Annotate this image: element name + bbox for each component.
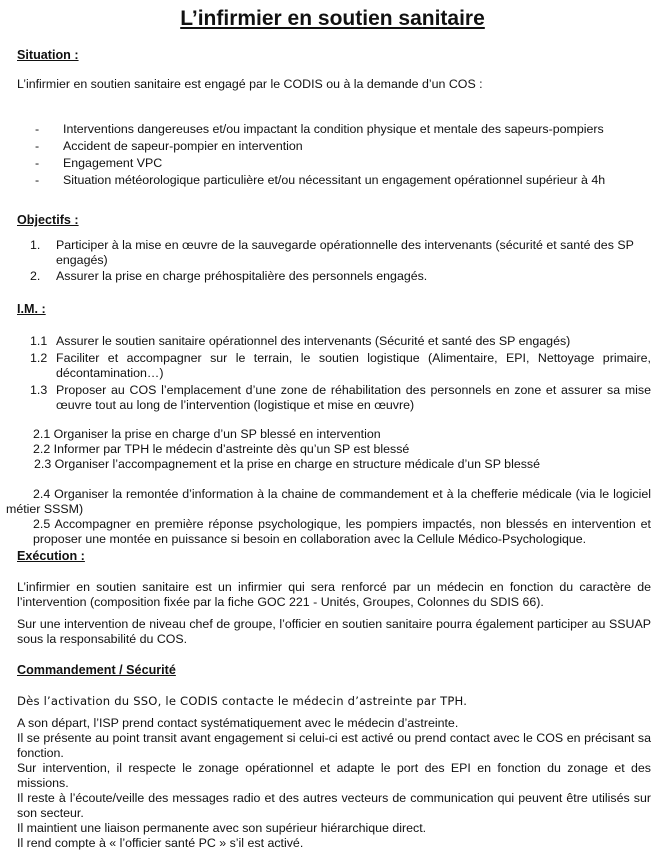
bullet-marker: - bbox=[35, 139, 40, 153]
bullet-marker: - bbox=[35, 122, 40, 136]
im-heading: I.M. : bbox=[17, 302, 46, 316]
bullet-marker: - bbox=[35, 156, 40, 170]
list-item: 1.1 Assurer le soutien sanitaire opérationnel des intervenants (Sécurité et santé des SP engagés) bbox=[30, 334, 571, 348]
commandement-lines bbox=[17, 716, 651, 851]
text-line: Il rend compte à « l’officier santé PC » s’il est activé. bbox=[17, 836, 304, 850]
im-list-2 bbox=[0, 427, 651, 547]
list-item: - Accident de sapeur-pompier en intervention bbox=[35, 139, 303, 153]
text-line: Il maintient une liaison permanente avec son supérieur hiérarchique direct. bbox=[17, 821, 427, 835]
situation-intro: L’infirmier en soutien sanitaire est engagé par le CODIS ou à la demande d’un COS : bbox=[17, 77, 483, 91]
list-item: 1. Participer à la mise en œuvre de la sauvegarde opérationnelle des intervenants (sécurité et santé des SP engagés) bbox=[30, 238, 634, 267]
list-item: 2. Assurer la prise en charge préhospitalière des personnels engagés. bbox=[30, 269, 428, 283]
list-item: - Interventions dangereuses et/ou impactant la condition physique et mentale des sapeurs-pompiers bbox=[35, 122, 604, 136]
situation-heading: Situation : bbox=[17, 48, 79, 62]
situation-list bbox=[35, 122, 655, 190]
list-item: - Engagement VPC bbox=[35, 156, 163, 170]
text-line: Sur intervention, il respecte le zonage opérationnel et adapte le port des EPI en fonction du zonage et des missions. bbox=[17, 761, 651, 790]
list-item: 1.2 Faciliter et accompagner sur le terrain, le soutien logistique (Alimentaire, EPI, Nettoyage primaire, décontamination…) bbox=[30, 351, 651, 380]
bullet-marker: - bbox=[35, 173, 40, 187]
commandement-first-line: Dès l’activation du SSO, le CODIS contacte le médecin d’astreinte par TPH. bbox=[17, 694, 468, 708]
objectifs-heading: Objectifs : bbox=[17, 213, 79, 227]
list-item: - Situation météorologique particulière et/ou nécessitant un engagement opérationnel supérieur à 4h bbox=[35, 173, 606, 187]
list-item: 2.2 Informer par TPH le médecin d’astreinte dès qu’un SP est blessé bbox=[33, 442, 410, 456]
im-list-1 bbox=[30, 334, 651, 413]
objectifs-list bbox=[30, 238, 651, 284]
page-title: L’infirmier en soutien sanitaire bbox=[180, 7, 485, 30]
list-item: 2.4 Organiser la remontée d’information à la chaine de commandement et à la chefferie médicale (via le logiciel métier SSSM) bbox=[6, 487, 651, 516]
list-item: 1.3 Proposer au COS l’emplacement d’une zone de réhabilitation des personnels en zone et assurer sa mise œuvre tout au long de l’intervention (logistique et mise en œuvre) bbox=[30, 383, 651, 412]
commandement-heading: Commandement / Sécurité bbox=[17, 663, 176, 677]
list-item: 2.3 Organiser l’accompagnement et la prise en charge en structure médicale d’un SP blessé bbox=[34, 457, 541, 471]
list-item: 2.5 Accompagner en première réponse psychologique, les pompiers impactés, non blessés en intervention et proposer une montée en puissance si besoin en collaboration avec la Cellule Médico-Psychologique. bbox=[33, 517, 651, 546]
execution-heading: Exécution : bbox=[17, 549, 85, 563]
list-item: 2.1 Organiser la prise en charge d’un SP blessé en intervention bbox=[33, 427, 381, 441]
text-line: Il se présente au point transit avant engagement si celui-ci est activé ou prend contact avec le COS en précisant sa fonction. bbox=[17, 731, 651, 760]
execution-paragraph-2: Sur une intervention de niveau chef de groupe, l’officier en soutien sanitaire pourra également participer au SSUAP sous la responsabilité du COS. bbox=[17, 617, 651, 646]
text-line: A son départ, l’ISP prend contact systématiquement avec le médecin d’astreinte. bbox=[17, 716, 459, 730]
execution-paragraph-1: L’infirmier en soutien sanitaire est un infirmier qui sera renforcé par un médecin en fonction du caractère de l’intervention (composition fixée par la fiche GOC 221 - Unités, Groupes, Colonnes du SDIS 66). bbox=[17, 580, 651, 609]
text-line: Il reste à l’écoute/veille des messages radio et des autres vecteurs de communication qui peuvent être utilisés sur son secteur. bbox=[17, 791, 651, 820]
